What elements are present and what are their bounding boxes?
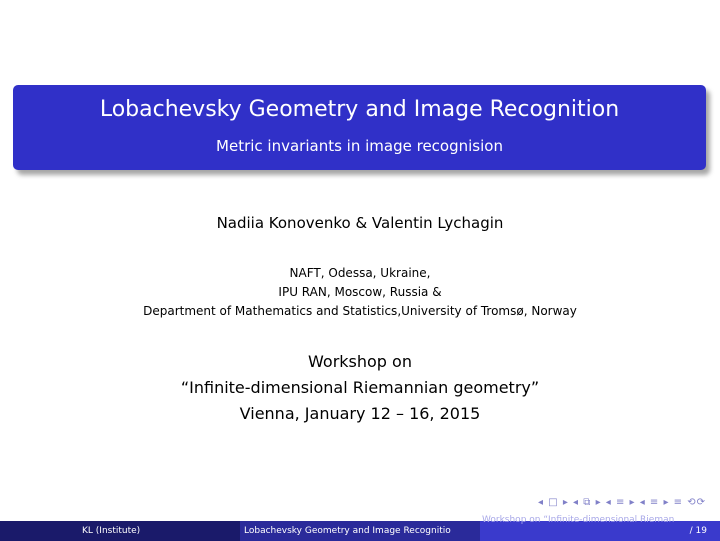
institution-line: NAFT, Odessa, Ukraine, [289, 266, 431, 280]
footer-author: KL (Institute) [82, 526, 141, 536]
footer-title: Lobachevsky Geometry and Image Recognitio [244, 526, 451, 536]
slide-subtitle: Metric invariants in image recognision [216, 137, 503, 155]
title-block [13, 85, 706, 170]
workshop-line: Workshop on [308, 352, 412, 371]
footer-date: Workshop on “Infinite-dimensional Rieman [482, 515, 675, 525]
slide-title: Lobachevsky Geometry and Image Recognition [99, 97, 620, 122]
institution-line: IPU RAN, Moscow, Russia & [278, 285, 442, 299]
workshop-line: Vienna, January 12 – 16, 2015 [239, 404, 481, 423]
footer-date-section [480, 515, 720, 541]
beamer-navigation-icons[interactable]: ◂ □ ▸ ◂ ⧉ ▸ ◂ ≡ ▸ ◂ ≡ ▸ ≡ ⟲⟳ [538, 497, 706, 508]
footer-bar [0, 515, 720, 541]
workshop-line: “Infinite-dimensional Riemannian geometry” [180, 378, 540, 397]
institution-line: Department of Mathematics and Statistics,University of Tromsø, Norway [143, 304, 577, 318]
footer-author-section [0, 521, 240, 541]
authors: Nadiia Konovenko & Valentin Lychagin [216, 214, 504, 232]
footer-page-number: / 19 [689, 526, 707, 536]
footer-title-section [240, 521, 480, 541]
